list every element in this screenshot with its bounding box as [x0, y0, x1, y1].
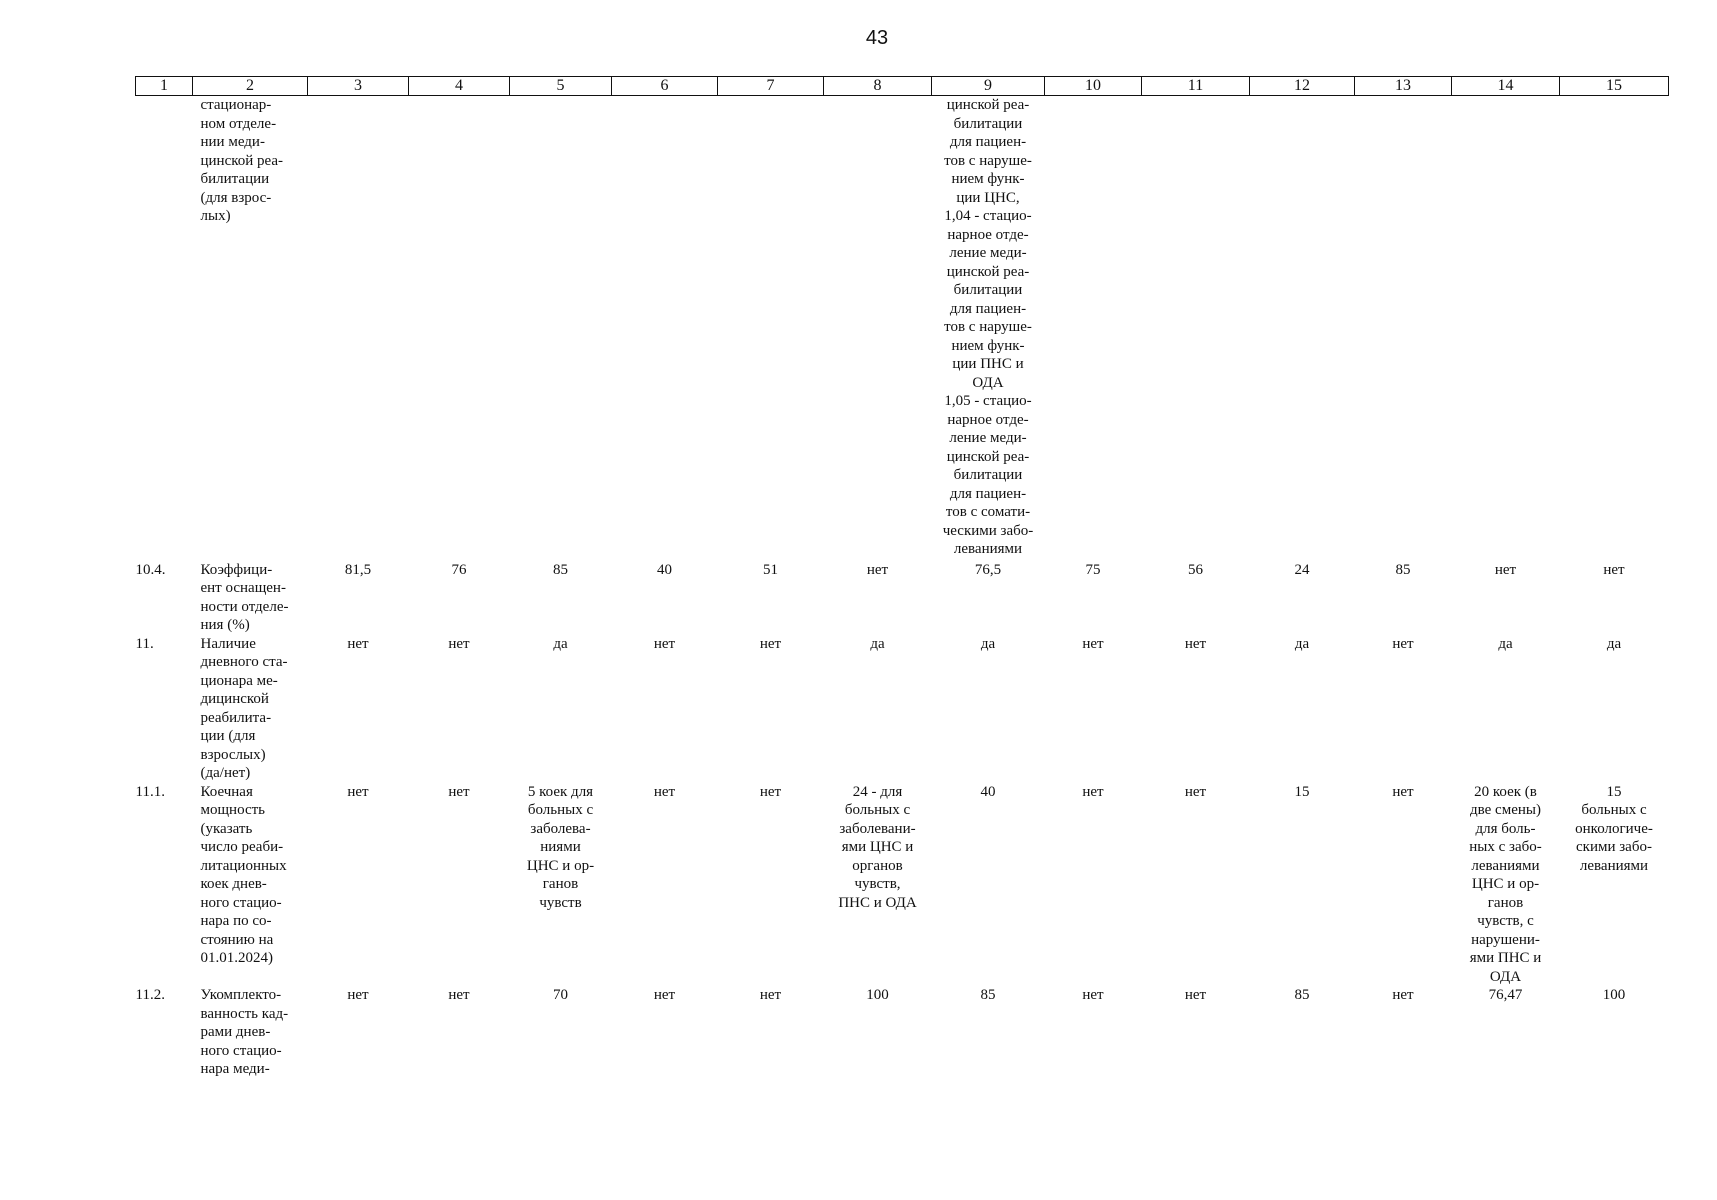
table-cell: нет	[1082, 783, 1104, 800]
table-cell: 75	[1085, 561, 1101, 578]
table-cell: 5 коек для больных с заболева- ниями ЦНС и ор- ганов чувств	[526, 783, 595, 911]
indicator-name-cell: Наличие дневного ста- ционара ме- дицинской реабилита- ции (для взрослых) (да/нет)	[200, 635, 288, 781]
table-cell: 85	[1294, 987, 1310, 1003]
table-cell: да	[1498, 635, 1513, 652]
table-cell: да	[1294, 635, 1310, 652]
table-row	[136, 559, 1669, 635]
table-row	[136, 96, 1669, 559]
table-cell: 20 коек (в две смены) для боль- ных с забо- леваниями ЦНС и ор- ганов чувств, с нарушени- ями ПНС и ОДА	[1469, 783, 1542, 985]
table-cell: 76,5	[974, 561, 1002, 578]
table-cell: нет	[653, 783, 676, 800]
table-cell: нет	[1082, 635, 1104, 652]
table-cell	[1452, 96, 1560, 559]
table-cell: нет	[347, 987, 369, 1003]
column-header-9: 9	[932, 77, 1045, 96]
table-cell: 40	[980, 783, 996, 800]
table-cell: цинской реа- билитации для пациен- тов с наруше- нием функ- ции ЦНС, 1,04 - стацио- нарное отде- ление меди- цинской реа- билитации для пациен- тов с наруше- нием функ- ции ПНС и ОДА 1,05 - стацио- нарное отде- ление меди- цинской реа- билитации для пациен- тов с сомати- ческими забо- леваниями	[942, 97, 1034, 557]
table-cell: 100	[866, 987, 889, 1003]
table-body	[136, 96, 1669, 1079]
table-cell	[1355, 96, 1452, 559]
column-header-2: 2	[193, 77, 308, 96]
table-cell: нет	[448, 783, 470, 800]
column-header-11: 11	[1142, 77, 1250, 96]
indicator-name-cell: стационар- ном отделе- нии меди- цинской реа- билитации (для взрос- лых)	[200, 97, 284, 224]
data-table	[135, 76, 1669, 1079]
table-cell: нет	[653, 987, 676, 1003]
page-number: 43	[865, 27, 889, 49]
table-cell	[1142, 96, 1250, 559]
table-cell: нет	[347, 783, 369, 800]
indicator-name-cell: Коечная мощность (указать число реаби- литационных коек днев- ного стацио- нара по со- стоянию на 01.01.2024)	[200, 783, 287, 966]
table-cell: 56	[1188, 561, 1203, 578]
table-cell: нет	[1392, 783, 1414, 800]
column-header-6: 6	[612, 77, 718, 96]
table-cell: нет	[448, 635, 470, 652]
table-cell: 24 - для больных с заболевани- ями ЦНС и органов чувств, ПНС и ОДА	[838, 783, 917, 911]
table-cell: нет	[653, 635, 676, 652]
table-cell: нет	[759, 783, 782, 800]
table-cell: нет	[1392, 987, 1414, 1003]
table-cell: нет	[1392, 635, 1414, 652]
table-cell	[1560, 96, 1669, 559]
table-cell: да	[980, 635, 996, 652]
table-cell: 40	[657, 561, 672, 578]
table-cell: 15	[1294, 783, 1310, 800]
table-cell: 85	[553, 561, 568, 578]
row-number-cell: 11.	[135, 635, 154, 652]
column-header-13: 13	[1355, 77, 1452, 96]
table-cell	[1250, 96, 1355, 559]
row-number-cell: 10.4.	[135, 561, 166, 578]
row-number-cell	[136, 96, 193, 559]
table-cell: нет	[759, 987, 782, 1003]
table-row	[136, 783, 1669, 987]
table-cell	[409, 96, 510, 559]
table-cell: нет	[1603, 561, 1625, 578]
table-cell: 76,47	[1488, 987, 1523, 1003]
column-header-7: 7	[718, 77, 824, 96]
table-cell	[510, 96, 612, 559]
table-cell: 70	[553, 987, 568, 1003]
table-cell: нет	[1082, 987, 1104, 1003]
table-cell: 85	[980, 987, 996, 1003]
table-cell: нет	[1494, 561, 1517, 578]
table-cell	[824, 96, 932, 559]
table-cell: нет	[1184, 987, 1207, 1003]
table-container	[135, 76, 1668, 1079]
table-cell: 100	[1602, 987, 1626, 1003]
table-cell	[718, 96, 824, 559]
table-cell: 76	[451, 561, 467, 578]
indicator-name-cell: Коэффици- ент оснащен- ности отделе- ния (%)	[200, 561, 289, 633]
table-cell: 85	[1395, 561, 1411, 578]
column-header-3: 3	[308, 77, 409, 96]
row-number-cell: 11.1.	[135, 783, 165, 800]
table-cell: 81,5	[344, 561, 372, 578]
table-cell: 24	[1294, 561, 1310, 578]
column-header-4: 4	[409, 77, 510, 96]
table-cell	[612, 96, 718, 559]
table-cell: 51	[763, 561, 778, 578]
column-header-8: 8	[824, 77, 932, 96]
table-cell: нет	[1184, 635, 1207, 652]
row-number-cell: 11.2.	[135, 987, 165, 1003]
column-header-14: 14	[1452, 77, 1560, 96]
table-cell: 15 больных с онкологиче- скими забо- леваниями	[1575, 783, 1653, 874]
column-header-1: 1	[136, 77, 193, 96]
table-cell: нет	[347, 635, 369, 652]
table-cell: да	[1606, 635, 1622, 652]
table-cell: да	[870, 635, 885, 652]
table-cell	[1045, 96, 1142, 559]
column-header-15: 15	[1560, 77, 1669, 96]
table-cell	[308, 96, 409, 559]
table-cell: да	[553, 635, 568, 652]
column-header-5: 5	[510, 77, 612, 96]
column-header-10: 10	[1045, 77, 1142, 96]
indicator-name-cell: Укомплекто- ванность кад- рами днев- ного стацио- нара меди-	[200, 987, 289, 1077]
table-cell: нет	[759, 635, 782, 652]
table-cell: нет	[1184, 783, 1207, 800]
table-header-row	[136, 77, 1669, 96]
column-header-12: 12	[1250, 77, 1355, 96]
table-cell: нет	[866, 561, 889, 578]
table-row	[136, 635, 1669, 783]
table-row	[136, 986, 1669, 1079]
table-cell: нет	[448, 987, 470, 1003]
